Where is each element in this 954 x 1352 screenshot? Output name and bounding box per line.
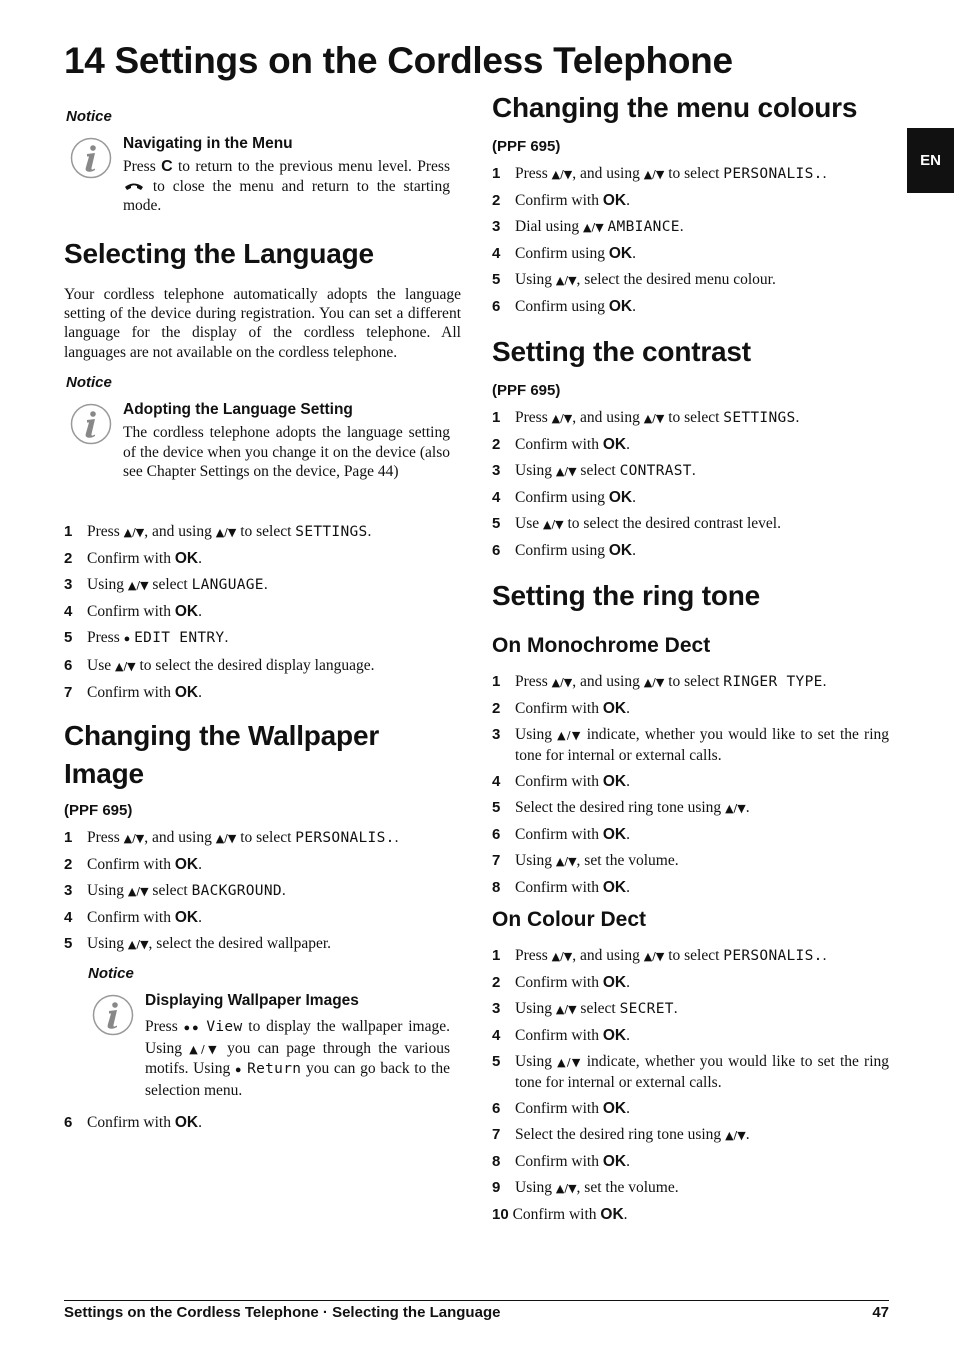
list-item: 10 Confirm with OK. (492, 1205, 628, 1223)
heading-ring-tone: Setting the ring tone (492, 580, 761, 611)
heading-selecting-language: Selecting the Language (64, 238, 374, 269)
list-item: 1 Press ▲/▼, and using ▲/▼ to select PERSONALIS.. (64, 829, 399, 846)
chapter-number: 14 (64, 40, 105, 81)
list-item: 1 Press ▲/▼, and using ▲/▼ to select PERSONALIS.. (492, 947, 827, 964)
ppf-label: (PPF 695) (492, 382, 561, 399)
info-icon (70, 137, 112, 179)
footer-rule (64, 1300, 889, 1301)
list-item: 1 Press ▲/▼, and using ▲/▼ to select RINGER TYPE. (492, 673, 827, 690)
notice-title: Navigating in the Menu (123, 135, 293, 152)
language-steps (64, 522, 461, 709)
menu-colours-steps (492, 164, 889, 323)
list-item: 4 Confirm using OK. (492, 245, 636, 262)
list-item: 3 Dial using ▲/▼ AMBIANCE. (492, 218, 684, 235)
list-item: 2 Confirm with OK. (492, 436, 630, 453)
notice-body: The cordless telephone adopts the language setting of the device when you change it on the device (also see Chapter Settings on the device, Page 44) (123, 424, 450, 480)
list-item: 1 Press ▲/▼, and using ▲/▼ to select PERSONALIS.. (492, 165, 827, 182)
chapter-title (64, 40, 733, 82)
list-item: 3 Using ▲/▼ select BACKGROUND. (64, 882, 286, 899)
list-item: 3 Using ▲/▼ select LANGUAGE. (64, 576, 268, 593)
list-item: 6 Confirm with OK. (492, 1099, 630, 1117)
list-item: 4 Confirm with OK. (492, 1027, 630, 1044)
list-item: 4 Confirm with OK. (64, 909, 202, 926)
notice-label: Notice (88, 965, 134, 982)
list-item: 2 Confirm with OK. (64, 856, 202, 873)
notice-navigating (64, 135, 450, 220)
list-item: 2 Confirm with OK. (64, 550, 202, 567)
heading-contrast: Setting the contrast (492, 336, 751, 367)
list-item: 5 Press ● EDIT ENTRY. (64, 629, 229, 646)
heading-monochrome-dect: On Monochrome Dect (492, 634, 711, 657)
wallpaper-steps (64, 828, 461, 961)
chapter-title-text: Settings on the Cordless Telephone (114, 40, 733, 81)
list-item: 8 Confirm with OK. (492, 1152, 630, 1170)
list-item: 5 Select the desired ring tone using ▲/▼. (492, 798, 750, 816)
language-intro: Your cordless telephone automatically adopts the language setting of the device during registration. You can set a different language for the display of the cordless telephone. All languages are not available on the cordless telephone. (64, 286, 461, 361)
list-item: 5 Using ▲/▼ indicate, whether you would like to set the ring tone for internal or external calls. (492, 1053, 889, 1091)
list-item: 7 Confirm with OK. (64, 684, 202, 701)
heading-menu-colours: Changing the menu colours (492, 92, 858, 123)
wallpaper-steps-final (64, 1113, 461, 1139)
notice-wallpaper-images (86, 992, 450, 1097)
list-item: 2 Confirm with OK. (492, 192, 630, 209)
ppf-label: (PPF 695) (64, 802, 133, 819)
list-item: 4 Confirm with OK. (64, 603, 202, 620)
list-item: 7 Select the desired ring tone using ▲/▼. (492, 1125, 750, 1143)
list-item: 1 Press ▲/▼, and using ▲/▼ to select SETTINGS. (492, 409, 800, 426)
notice-title: Adopting the Language Setting (123, 401, 353, 418)
page-number: 47 (872, 1304, 889, 1321)
list-item: 6 Confirm with OK. (64, 1114, 202, 1131)
list-item: 8 Confirm with OK. (492, 878, 630, 896)
contrast-steps (492, 408, 889, 567)
list-item: 4 Confirm with OK. (492, 772, 630, 790)
list-item: 2 Confirm with OK. (492, 974, 630, 991)
heading-colour-dect: On Colour Dect (492, 908, 647, 931)
list-item: 4 Confirm using OK. (492, 489, 636, 506)
hang-up-key-icon (123, 181, 145, 191)
list-item: 3 Using ▲/▼ indicate, whether you would like to set the ring tone for internal or external calls. (492, 726, 889, 764)
notice-body: Press C to return to the previous menu level. Press to close the menu and return to the starting mode. (123, 158, 450, 214)
notice-label: Notice (66, 108, 112, 125)
notice-body: Press ●● View to display the wallpaper image. Using ▲/▼ you can page through the various motifs. Using ● Return you can go back to the selection menu. (145, 1018, 450, 1099)
heading-changing-wallpaper: Changing the Wallpaper Image (64, 720, 380, 789)
list-item: 5 Using ▲/▼, select the desired menu colour. (492, 271, 776, 288)
list-item: 2 Confirm with OK. (492, 700, 630, 717)
c-key-label: C (161, 158, 173, 175)
list-item: 7 Using ▲/▼, set the volume. (492, 851, 679, 869)
list-item: 3 Using ▲/▼ select CONTRAST. (492, 462, 696, 479)
notice-title: Displaying Wallpaper Images (145, 992, 359, 1009)
footer-breadcrumb: Settings on the Cordless Telephone · Selecting the Language (64, 1304, 501, 1321)
colour-dect-steps (492, 946, 889, 1231)
monochrome-steps (492, 672, 889, 904)
list-item: 9 Using ▲/▼, set the volume. (492, 1178, 679, 1196)
list-item: 5 Use ▲/▼ to select the desired contrast level. (492, 515, 781, 532)
list-item: 6 Confirm with OK. (492, 825, 630, 843)
info-icon (70, 403, 112, 445)
ppf-label: (PPF 695) (492, 138, 561, 155)
notice-label: Notice (66, 374, 112, 391)
language-tab: EN (907, 128, 954, 193)
list-item: 1 Press ▲/▼, and using ▲/▼ to select SETTINGS. (64, 523, 372, 540)
notice-adopting-language (64, 401, 450, 506)
list-item: 6 Confirm using OK. (492, 298, 636, 315)
list-item: 6 Use ▲/▼ to select the desired display language. (64, 657, 375, 674)
list-item: 6 Confirm using OK. (492, 542, 636, 559)
list-item: 5 Using ▲/▼, select the desired wallpaper. (64, 935, 332, 952)
info-icon (92, 994, 134, 1036)
list-item: 3 Using ▲/▼ select SECRET. (492, 1000, 678, 1017)
